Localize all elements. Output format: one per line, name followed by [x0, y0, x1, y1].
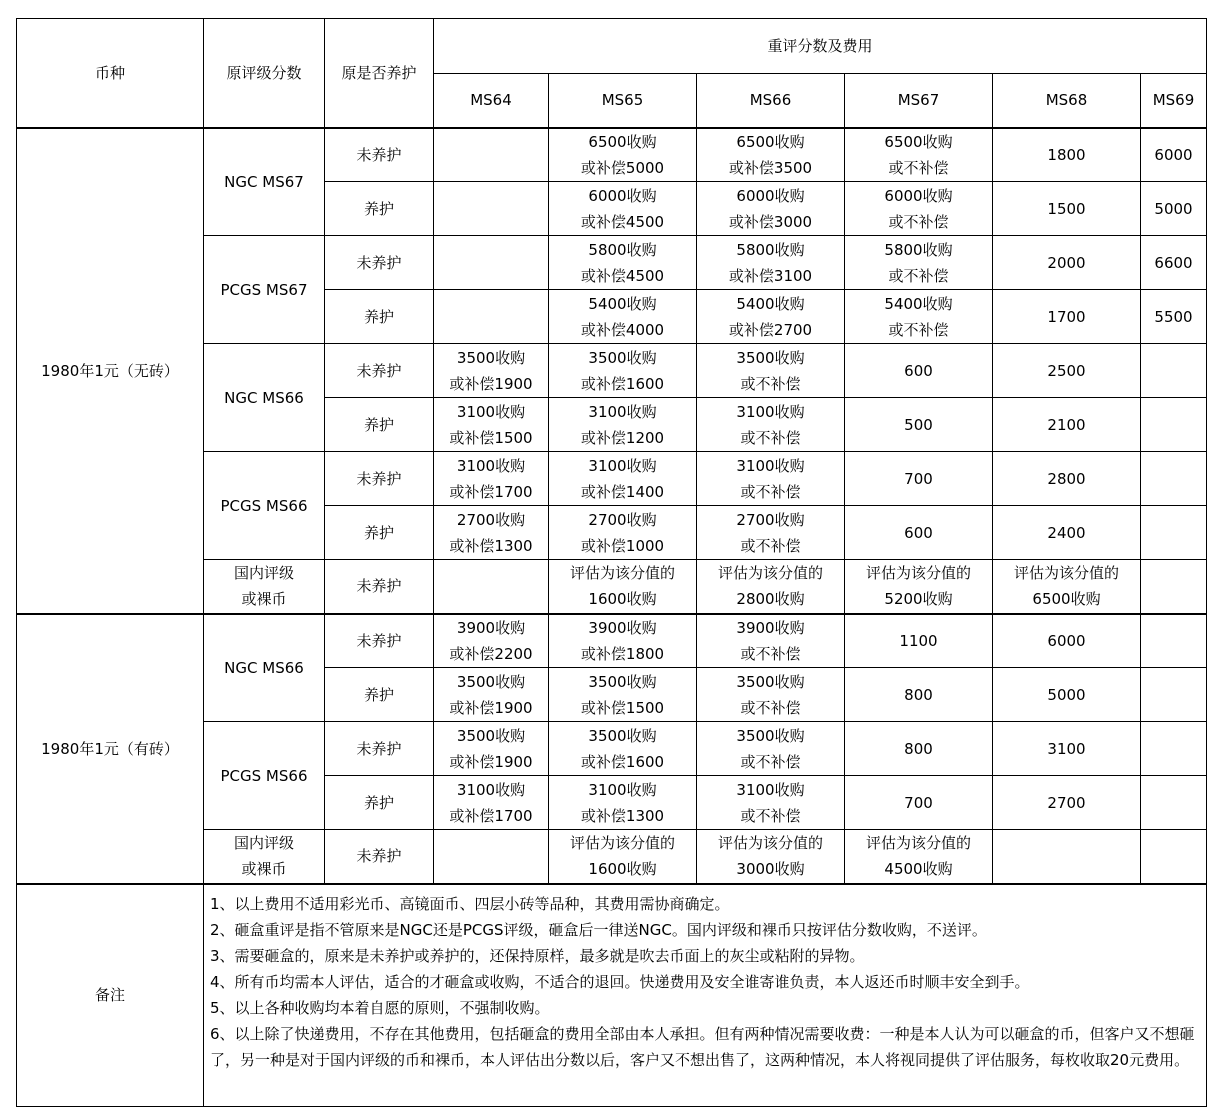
- cell-line: 5800收购: [588, 240, 657, 259]
- cell-line: 或补偿1800: [580, 644, 665, 663]
- header-row-1: [17, 19, 1207, 74]
- price-cell-ms67: 800: [845, 668, 993, 722]
- cell-line: 或裸币: [241, 860, 287, 879]
- price-cell-ms64: [434, 182, 549, 236]
- price-cell-ms65: [549, 506, 697, 560]
- price-cell-ms64: [434, 344, 549, 398]
- header-grade-ms65: MS65: [549, 74, 697, 128]
- cell-line: 3500收购: [588, 348, 657, 367]
- header-currency: 币种: [17, 19, 204, 128]
- price-cell-ms66: [697, 776, 845, 830]
- price-cell-ms67: [845, 560, 993, 614]
- price-cell-ms65: [549, 722, 697, 776]
- cell-line: 或补偿1000: [580, 536, 665, 555]
- maintained-cell: 养护: [325, 668, 434, 722]
- price-cell-ms69: [1141, 722, 1207, 776]
- cell-line: 国内评级: [233, 834, 294, 853]
- price-cell-ms66: [697, 452, 845, 506]
- price-cell-ms68: 1500: [993, 182, 1141, 236]
- price-cell-ms68: 1700: [993, 290, 1141, 344]
- price-cell-ms66: [697, 128, 845, 182]
- cell-line: 3100收购: [736, 402, 805, 421]
- original-grade-cell: NGC MS66: [204, 614, 325, 722]
- header-grade-ms69: MS69: [1141, 74, 1207, 128]
- table-row: [17, 128, 1207, 182]
- cell-line: 国内评级: [233, 564, 294, 583]
- currency-cell: 1980年1元（有砖）: [17, 614, 204, 884]
- note-line: 4、所有币均需本人评估，适合的才砸盒或收购，不适合的退回。快递费用及安全谁寄谁负责，本人返还币时顺丰安全到手。: [210, 972, 1030, 991]
- price-cell-ms64: [434, 560, 549, 614]
- cell-line: 6500收购: [736, 132, 805, 151]
- cell-line: 3500收购: [456, 672, 526, 691]
- cell-line: 3100收购: [456, 780, 526, 799]
- price-cell-ms68: [993, 560, 1141, 614]
- price-cell-ms69: [1141, 344, 1207, 398]
- cell-line: 3000收购: [736, 860, 805, 879]
- cell-line: 6000收购: [884, 186, 953, 205]
- original-grade-cell: NGC MS66: [204, 344, 325, 452]
- price-cell-ms65: [549, 776, 697, 830]
- price-cell-ms65: [549, 344, 697, 398]
- price-cell-ms64: [434, 128, 549, 182]
- cell-line: 评估为该分值的: [865, 834, 971, 853]
- price-cell-ms66: [697, 560, 845, 614]
- cell-line: 3100收购: [456, 402, 526, 421]
- maintained-cell: 养护: [325, 776, 434, 830]
- cell-line: 或不补偿: [740, 806, 801, 825]
- cell-line: 3100收购: [736, 780, 805, 799]
- header-regrade-title: 重评分数及费用: [434, 19, 1207, 74]
- note-line: 1、以上费用不适用彩光币、高镜面币、四层小砖等品种，其费用需协商确定。: [210, 894, 730, 913]
- maintained-cell: 未养护: [325, 830, 434, 884]
- price-cell-ms67: [845, 128, 993, 182]
- cell-line: 或补偿1500: [580, 698, 665, 717]
- cell-line: 5200收购: [884, 590, 953, 609]
- cell-line: 5400收购: [588, 294, 657, 313]
- price-cell-ms64: [434, 722, 549, 776]
- price-cell-ms64: [434, 236, 549, 290]
- price-cell-ms66: [697, 506, 845, 560]
- cell-line: 或不补偿: [740, 536, 801, 555]
- original-grade-cell: [204, 830, 325, 884]
- price-cell-ms64: [434, 830, 549, 884]
- maintained-cell: 未养护: [325, 722, 434, 776]
- cell-line: 或不补偿: [888, 158, 949, 177]
- cell-line: 或补偿1700: [449, 482, 533, 501]
- cell-line: 或补偿1900: [449, 752, 533, 771]
- cell-line: 或补偿3000: [728, 212, 813, 231]
- cell-line: 2700收购: [736, 510, 805, 529]
- price-cell-ms66: [697, 398, 845, 452]
- price-cell-ms67: [845, 236, 993, 290]
- price-cell-ms66: [697, 290, 845, 344]
- cell-line: 或补偿1600: [580, 752, 665, 771]
- cell-line: 3500收购: [588, 672, 657, 691]
- cell-line: 评估为该分值的: [717, 834, 823, 853]
- price-cell-ms64: [434, 668, 549, 722]
- cell-line: 5400收购: [884, 294, 953, 313]
- price-cell-ms68: [993, 830, 1141, 884]
- cell-line: 1600收购: [588, 860, 657, 879]
- price-cell-ms64: [434, 290, 549, 344]
- note-line: 3、需要砸盒的，原来是未养护或养护的，还保持原样，最多就是吹去币面上的灰尘或粘附的异物。: [210, 946, 865, 965]
- notes-label: 备注: [17, 884, 204, 1107]
- price-cell-ms65: [549, 398, 697, 452]
- price-cell-ms69: [1141, 452, 1207, 506]
- price-cell-ms67: 1100: [845, 614, 993, 668]
- price-cell-ms65: [549, 452, 697, 506]
- price-cell-ms69: [1141, 506, 1207, 560]
- price-cell-ms69: [1141, 614, 1207, 668]
- price-cell-ms66: [697, 830, 845, 884]
- maintained-cell: 未养护: [325, 128, 434, 182]
- table-body: [17, 128, 1207, 884]
- cell-line: 3500收购: [736, 672, 805, 691]
- note-line: 6、以上除了快递费用，不存在其他费用，包括砸盒的费用全部由本人承担。但有两种情况需要收费：一种是本人认为可以砸盒的币，但客户又不想砸了，另一种是对于国内评级的币和裸币，本人评估出分数以后，客户又不想出售了，这两种情况，本人将视同提供了评估服务，每枚收取20元费用。: [210, 1024, 1195, 1069]
- price-cell-ms66: [697, 668, 845, 722]
- cell-line: 或补偿1300: [580, 806, 665, 825]
- cell-line: 4500收购: [884, 860, 953, 879]
- maintained-cell: 养护: [325, 182, 434, 236]
- price-cell-ms67: 600: [845, 344, 993, 398]
- price-cell-ms67: 500: [845, 398, 993, 452]
- cell-line: 3100收购: [588, 402, 657, 421]
- table-row: [17, 614, 1207, 668]
- cell-line: 或补偿4000: [580, 320, 665, 339]
- original-grade-cell: PCGS MS66: [204, 722, 325, 830]
- cell-line: 评估为该分值的: [569, 564, 675, 583]
- price-cell-ms67: [845, 290, 993, 344]
- price-cell-ms67: [845, 182, 993, 236]
- cell-line: 3100收购: [456, 456, 526, 475]
- header-grade-ms68: MS68: [993, 74, 1141, 128]
- cell-line: 或补偿5000: [580, 158, 665, 177]
- cell-line: 3100收购: [588, 780, 657, 799]
- cell-line: 3500收购: [456, 348, 526, 367]
- maintained-cell: 未养护: [325, 560, 434, 614]
- cell-line: 6000收购: [588, 186, 657, 205]
- cell-line: 或裸币: [241, 590, 287, 609]
- cell-line: 或补偿1900: [449, 698, 533, 717]
- price-cell-ms64: [434, 776, 549, 830]
- price-cell-ms69: 6600: [1141, 236, 1207, 290]
- cell-line: 或不补偿: [740, 428, 801, 447]
- cell-line: 3500收购: [736, 348, 805, 367]
- cell-line: 或不补偿: [888, 212, 949, 231]
- regrade-price-table: [16, 18, 1207, 1107]
- price-cell-ms68: 2500: [993, 344, 1141, 398]
- price-cell-ms68: 2800: [993, 452, 1141, 506]
- notes-body: [204, 884, 1207, 1107]
- original-grade-cell: NGC MS67: [204, 128, 325, 236]
- maintained-cell: 未养护: [325, 236, 434, 290]
- cell-line: 3500收购: [588, 726, 657, 745]
- price-cell-ms65: [549, 560, 697, 614]
- cell-line: 5800收购: [884, 240, 953, 259]
- cell-line: 评估为该分值的: [1013, 564, 1119, 583]
- price-cell-ms68: 1800: [993, 128, 1141, 182]
- price-cell-ms69: [1141, 776, 1207, 830]
- cell-line: 5400收购: [736, 294, 805, 313]
- price-cell-ms65: [549, 614, 697, 668]
- price-cell-ms68: 2100: [993, 398, 1141, 452]
- cell-line: 或不补偿: [740, 698, 801, 717]
- header-grade-ms67: MS67: [845, 74, 993, 128]
- cell-line: 3900收购: [456, 618, 526, 637]
- note-line: 5、以上各种收购均本着自愿的原则，不强制收购。: [210, 998, 550, 1017]
- price-cell-ms66: [697, 344, 845, 398]
- price-cell-ms67: [845, 830, 993, 884]
- currency-cell: 1980年1元（无砖）: [17, 128, 204, 614]
- cell-line: 评估为该分值的: [569, 834, 675, 853]
- price-cell-ms68: 5000: [993, 668, 1141, 722]
- price-cell-ms69: 6000: [1141, 128, 1207, 182]
- cell-line: 2700收购: [456, 510, 526, 529]
- cell-line: 或补偿3500: [728, 158, 813, 177]
- cell-line: 或补偿2700: [728, 320, 813, 339]
- cell-line: 2800收购: [736, 590, 805, 609]
- price-cell-ms68: 2000: [993, 236, 1141, 290]
- cell-line: 或补偿1500: [449, 428, 533, 447]
- price-cell-ms64: [434, 398, 549, 452]
- cell-line: 评估为该分值的: [717, 564, 823, 583]
- cell-line: 或补偿1400: [580, 482, 665, 501]
- cell-line: 3100收购: [588, 456, 657, 475]
- notes-row: [17, 884, 1207, 1107]
- cell-line: 或补偿4500: [580, 212, 665, 231]
- price-cell-ms67: 700: [845, 452, 993, 506]
- header-original-grade: 原评级分数: [204, 19, 325, 128]
- price-cell-ms66: [697, 614, 845, 668]
- cell-line: 或补偿1200: [580, 428, 665, 447]
- header-maintained: 原是否养护: [325, 19, 434, 128]
- price-cell-ms67: 700: [845, 776, 993, 830]
- cell-line: 3900收购: [736, 618, 805, 637]
- cell-line: 3500收购: [736, 726, 805, 745]
- price-cell-ms66: [697, 236, 845, 290]
- cell-line: 或补偿1900: [449, 374, 533, 393]
- maintained-cell: 未养护: [325, 614, 434, 668]
- price-cell-ms66: [697, 722, 845, 776]
- price-cell-ms65: [549, 290, 697, 344]
- note-line: 2、砸盒重评是指不管原来是NGC还是PCGS评级，砸盒后一律送NGC。国内评级和裸币只按评估分数收购，不送评。: [210, 920, 987, 939]
- cell-line: 评估为该分值的: [865, 564, 971, 583]
- cell-line: 2700收购: [588, 510, 657, 529]
- price-cell-ms65: [549, 236, 697, 290]
- cell-line: 或不补偿: [888, 266, 949, 285]
- price-cell-ms69: [1141, 668, 1207, 722]
- cell-line: 或不补偿: [740, 374, 801, 393]
- cell-line: 或不补偿: [740, 752, 801, 771]
- price-cell-ms67: 800: [845, 722, 993, 776]
- maintained-cell: 养护: [325, 506, 434, 560]
- cell-line: 5800收购: [736, 240, 805, 259]
- cell-line: 1600收购: [588, 590, 657, 609]
- maintained-cell: 未养护: [325, 344, 434, 398]
- cell-line: 6000收购: [736, 186, 805, 205]
- price-cell-ms68: 2700: [993, 776, 1141, 830]
- price-cell-ms69: 5000: [1141, 182, 1207, 236]
- original-grade-cell: [204, 560, 325, 614]
- price-cell-ms64: [434, 614, 549, 668]
- price-cell-ms65: [549, 128, 697, 182]
- cell-line: 6500收购: [588, 132, 657, 151]
- cell-line: 或不补偿: [740, 482, 801, 501]
- cell-line: 3100收购: [736, 456, 805, 475]
- cell-line: 或补偿4500: [580, 266, 665, 285]
- cell-line: 或不补偿: [740, 644, 801, 663]
- price-cell-ms65: [549, 830, 697, 884]
- price-cell-ms69: 5500: [1141, 290, 1207, 344]
- cell-line: 6500收购: [884, 132, 953, 151]
- notes-section: [17, 884, 1207, 1107]
- cell-line: 3500收购: [456, 726, 526, 745]
- price-cell-ms65: [549, 668, 697, 722]
- price-cell-ms69: [1141, 830, 1207, 884]
- cell-line: 或补偿1700: [449, 806, 533, 825]
- price-cell-ms68: 2400: [993, 506, 1141, 560]
- price-cell-ms67: 600: [845, 506, 993, 560]
- header-grade-ms64: MS64: [434, 74, 549, 128]
- price-cell-ms64: [434, 506, 549, 560]
- price-cell-ms69: [1141, 398, 1207, 452]
- maintained-cell: 养护: [325, 290, 434, 344]
- original-grade-cell: PCGS MS67: [204, 236, 325, 344]
- cell-line: 3900收购: [588, 618, 657, 637]
- price-cell-ms65: [549, 182, 697, 236]
- cell-line: 6500收购: [1032, 590, 1101, 609]
- header-grade-ms66: MS66: [697, 74, 845, 128]
- maintained-cell: 养护: [325, 398, 434, 452]
- price-cell-ms68: 3100: [993, 722, 1141, 776]
- cell-line: 或补偿3100: [728, 266, 813, 285]
- cell-line: 或不补偿: [888, 320, 949, 339]
- maintained-cell: 未养护: [325, 452, 434, 506]
- cell-line: 或补偿1300: [449, 536, 533, 555]
- cell-line: 或补偿2200: [449, 644, 533, 663]
- price-cell-ms64: [434, 452, 549, 506]
- cell-line: 或补偿1600: [580, 374, 665, 393]
- price-cell-ms69: [1141, 560, 1207, 614]
- original-grade-cell: PCGS MS66: [204, 452, 325, 560]
- price-cell-ms68: 6000: [993, 614, 1141, 668]
- price-cell-ms66: [697, 182, 845, 236]
